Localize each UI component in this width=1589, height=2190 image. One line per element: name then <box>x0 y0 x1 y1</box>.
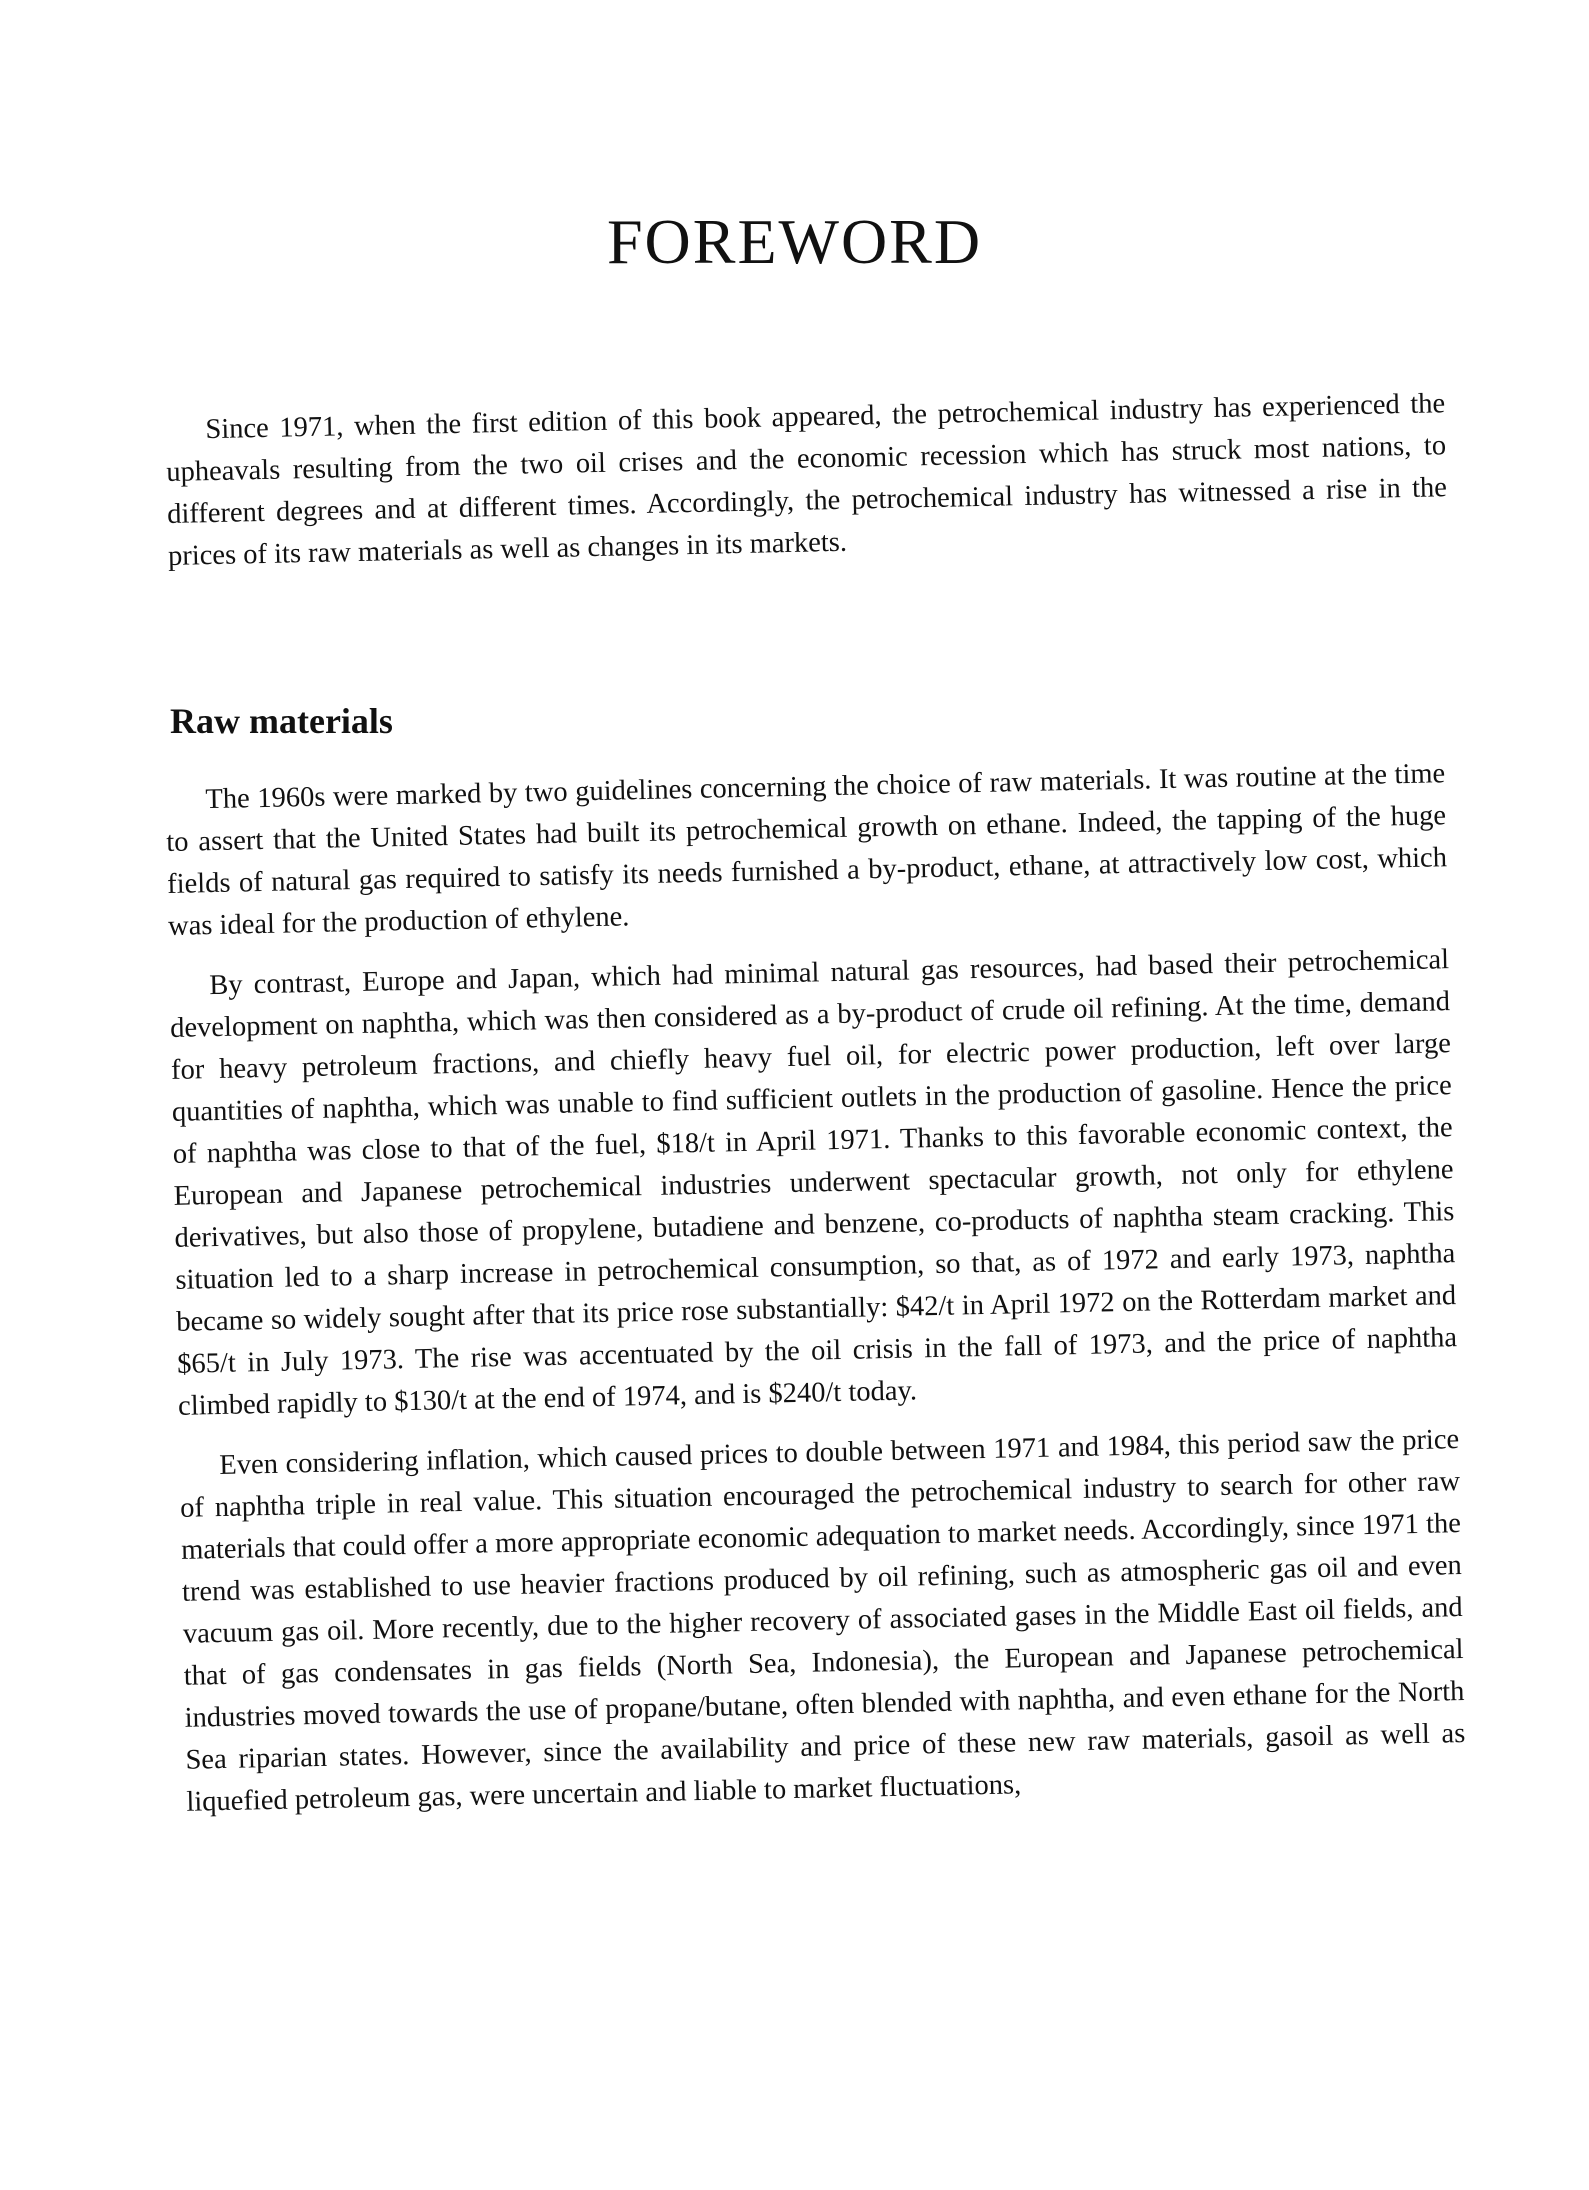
section-heading-raw-materials: Raw materials <box>170 701 393 741</box>
body-paragraph: The 1960s were marked by two guidelines concerning the choice of raw materials. It was routine at the time to assert that the United States had built its petrochemical growth on ethane. Indeed, the tapping of the huge fields of natural gas required to satisfy its needs furnished a by-product, ethane, at attractively low cost, which was ideal for the production of ethylene. <box>165 758 1448 942</box>
body-paragraph: By contrast, Europe and Japan, which had minimal natural gas resources, had based their petrochemical development on naphtha, which was then considered as a by-product of crude oil refining. At the time, demand for heavy petroleum fractions, and chiefly heavy fuel oil, for electric power production, left over large quantities of naphtha, which was unable to find sufficient outlets in the production of gasoline. Hence the price of naphtha was close to that of the fuel, $18/t in April 1971. Thanks to this favorable economic context, the European and Japanese petrochemical industries underwent spectacular growth, not only for ethylene derivatives, but also those of propylene, butadiene and benzene, co-products of naphtha steam cracking. This situation led to a sharp increase in petrochemical consumption, so that, as of 1972 and early 1973, naphtha became so widely sought after that its price rose substantially: $42/t in April 1972 on the Rotterdam market and $65/t in July 1973. The rise was accentuated by the oil crisis in the fall of 1973, and the price of naphtha climbed rapidly to $130/t at the end of 1974, and is $240/t today. <box>169 944 1458 1422</box>
body-paragraph: Even considering inflation, which caused prices to double between 1971 and 1984, this period saw the price of naphtha triple in real value. This situation encouraged the petrochemical industry to search for other raw materials that could offer a more appropriate economic adequation to market needs. Accordingly, since 1971 the trend was established to use heavier fractions produced by oil refining, such as atmospheric gas oil and even vacuum gas oil. More recently, due to the higher recovery of associated gases in the Middle East oil fields, and that of gas condensates in gas fields (North Sea, Indonesia), the European and Japanese petrochemical industries moved towards the use of propane/butane, often blended with naphtha, and even ethane for the North Sea riparian states. However, since the availability and price of these new raw materials, gasoil as well as liquefied petroleum gas, were uncertain and liable to market fluctuations, <box>179 1424 1466 1818</box>
raw-materials-section <box>165 753 1467 1842</box>
page-title: FOREWORD <box>606 206 983 277</box>
intro-section <box>165 383 1449 596</box>
intro-paragraph: Since 1971, when the first edition of this book appeared, the petrochemical industry has experienced the upheavals resulting from the two oil crises and the economic recession which has struck most nations, to different degrees and at different times. Accordingly, the petrochemical industry has witnessed a rise in the prices of its raw materials as well as changes in its markets. <box>165 388 1448 572</box>
